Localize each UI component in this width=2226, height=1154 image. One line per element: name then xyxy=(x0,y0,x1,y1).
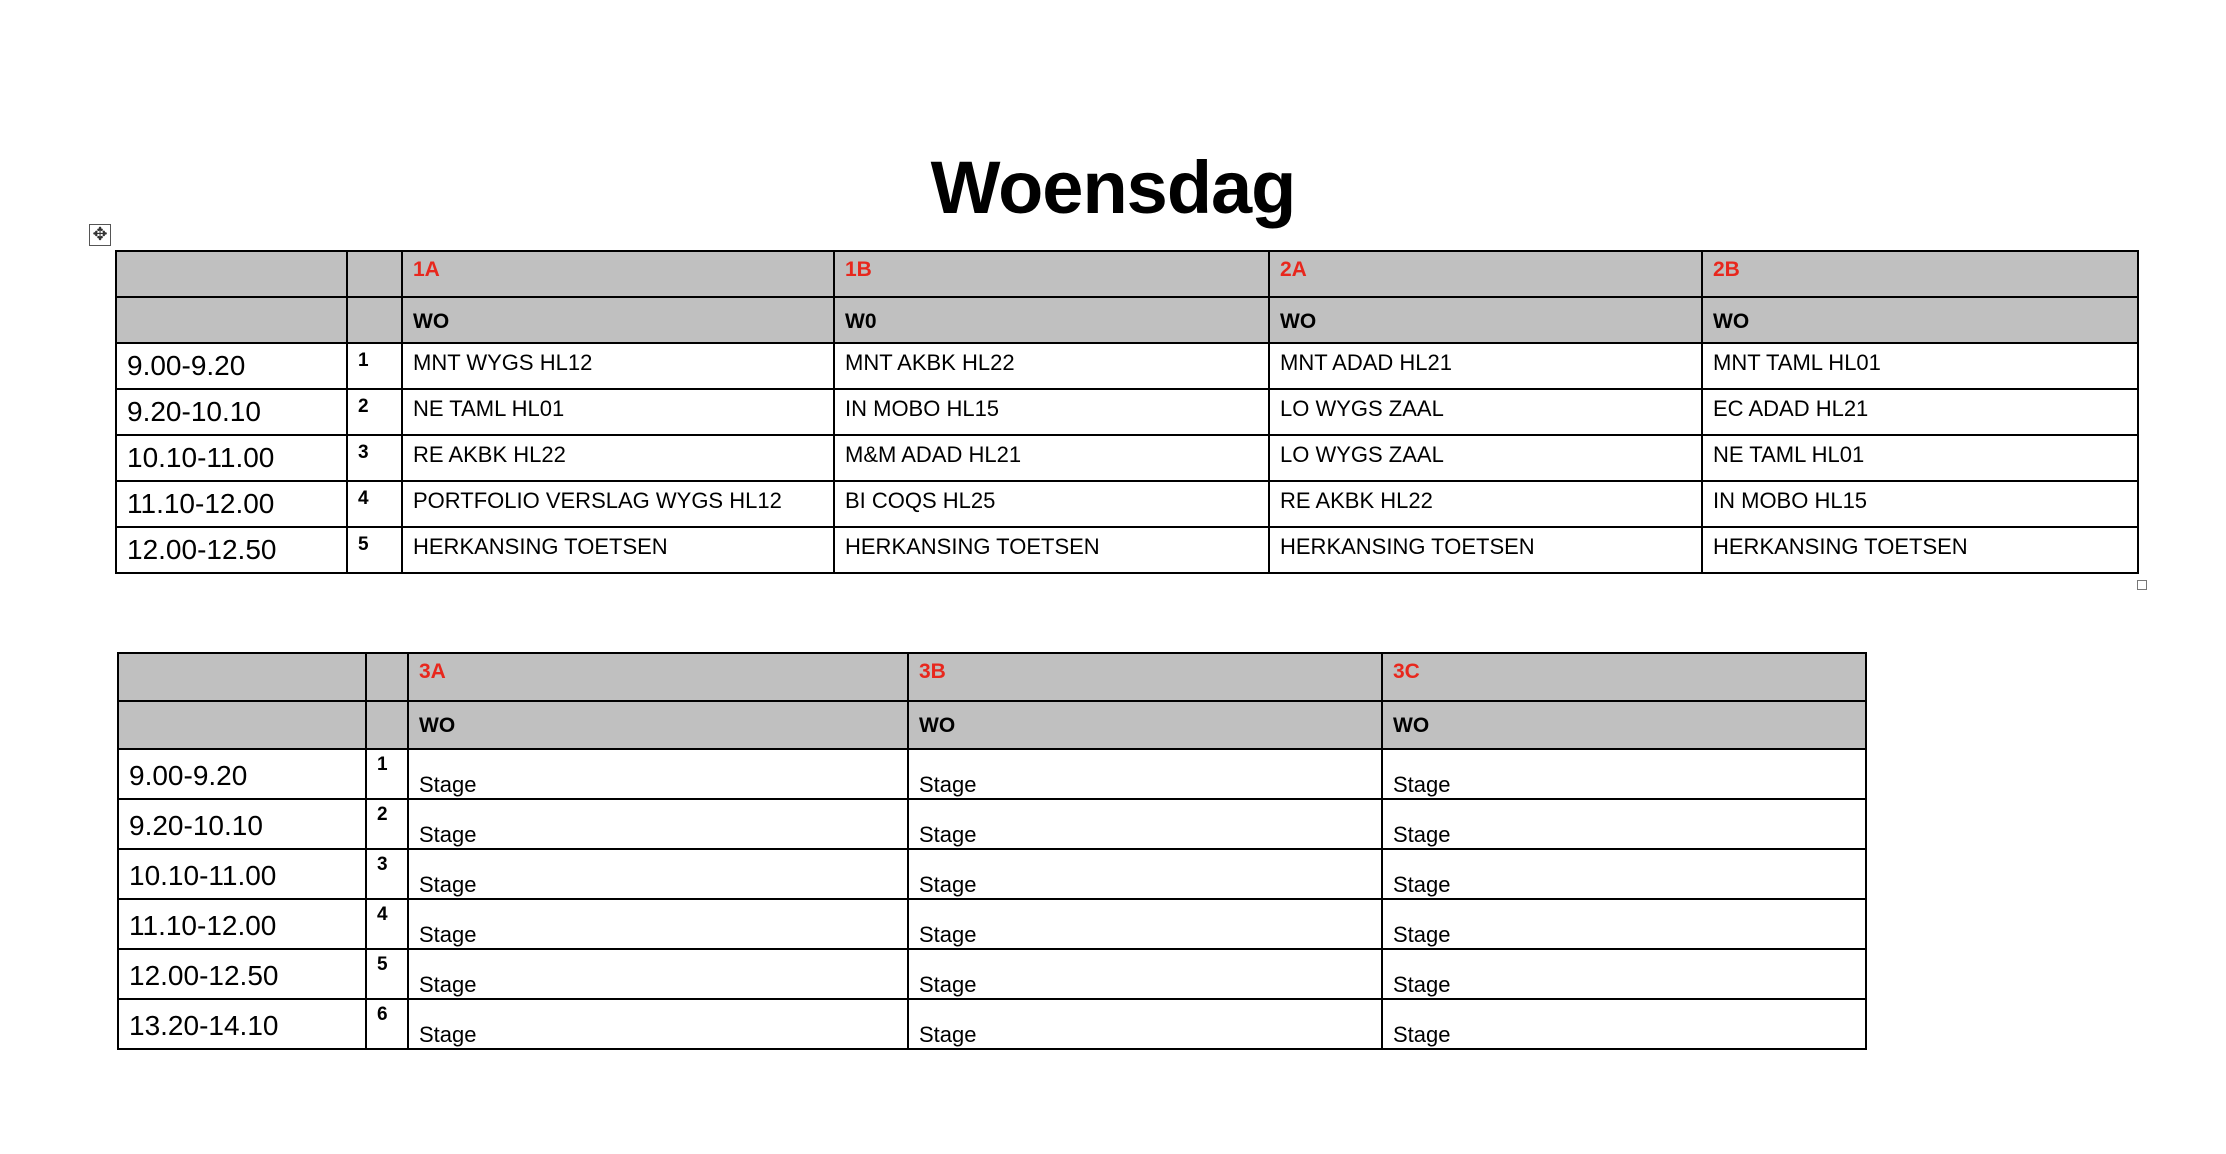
time-slot[interactable]: 11.10-12.00 xyxy=(116,481,347,527)
class-header[interactable]: 3B xyxy=(908,653,1382,701)
lesson-cell[interactable]: PORTFOLIO VERSLAG WYGS HL12 xyxy=(402,481,834,527)
class-header[interactable]: 1B xyxy=(834,251,1269,297)
empty-header-cell xyxy=(347,251,402,297)
lesson-cell[interactable]: M&M ADAD HL21 xyxy=(834,435,1269,481)
table-row xyxy=(116,435,2138,481)
lesson-cell[interactable]: BI COQS HL25 xyxy=(834,481,1269,527)
empty-header-cell xyxy=(347,297,402,343)
period-number[interactable]: 2 xyxy=(366,799,408,849)
class-header-row xyxy=(118,653,1866,701)
empty-header-cell xyxy=(118,701,366,749)
time-slot[interactable]: 9.00-9.20 xyxy=(118,749,366,799)
lesson-cell[interactable]: Stage xyxy=(408,999,908,1049)
time-slot[interactable]: 12.00-12.50 xyxy=(116,527,347,573)
empty-header-cell xyxy=(118,653,366,701)
time-slot[interactable]: 10.10-11.00 xyxy=(116,435,347,481)
day-subheader[interactable]: WO xyxy=(408,701,908,749)
lesson-cell[interactable]: HERKANSING TOETSEN xyxy=(1702,527,2138,573)
timetable-third-years xyxy=(117,652,1867,1050)
day-subheader[interactable]: WO xyxy=(402,297,834,343)
day-subheader[interactable]: W0 xyxy=(834,297,1269,343)
lesson-cell[interactable]: Stage xyxy=(908,949,1382,999)
lesson-cell[interactable]: MNT ADAD HL21 xyxy=(1269,343,1702,389)
day-subheader[interactable]: WO xyxy=(1702,297,2138,343)
lesson-cell[interactable]: EC ADAD HL21 xyxy=(1702,389,2138,435)
lesson-cell[interactable]: HERKANSING TOETSEN xyxy=(402,527,834,573)
lesson-cell[interactable]: LO WYGS ZAAL xyxy=(1269,435,1702,481)
lesson-cell[interactable]: LO WYGS ZAAL xyxy=(1269,389,1702,435)
table-row xyxy=(118,999,1866,1049)
table-row xyxy=(118,949,1866,999)
lesson-cell[interactable]: Stage xyxy=(908,749,1382,799)
day-header-row xyxy=(118,701,1866,749)
lesson-cell[interactable]: Stage xyxy=(1382,949,1866,999)
table-row xyxy=(118,749,1866,799)
period-number[interactable]: 4 xyxy=(347,481,402,527)
lesson-cell[interactable]: Stage xyxy=(408,899,908,949)
lesson-cell[interactable]: Stage xyxy=(1382,999,1866,1049)
period-number[interactable]: 3 xyxy=(347,435,402,481)
lesson-cell[interactable]: MNT AKBK HL22 xyxy=(834,343,1269,389)
lesson-cell[interactable]: Stage xyxy=(908,849,1382,899)
lesson-cell[interactable]: IN MOBO HL15 xyxy=(1702,481,2138,527)
time-slot[interactable]: 10.10-11.00 xyxy=(118,849,366,899)
period-number[interactable]: 6 xyxy=(366,999,408,1049)
lesson-cell[interactable]: MNT WYGS HL12 xyxy=(402,343,834,389)
lesson-cell[interactable]: Stage xyxy=(908,799,1382,849)
table-move-handle-icon[interactable]: ✥ xyxy=(89,224,111,246)
period-number[interactable]: 2 xyxy=(347,389,402,435)
lesson-cell[interactable]: HERKANSING TOETSEN xyxy=(834,527,1269,573)
lesson-cell[interactable]: Stage xyxy=(1382,899,1866,949)
time-slot[interactable]: 13.20-14.10 xyxy=(118,999,366,1049)
time-slot[interactable]: 9.20-10.10 xyxy=(116,389,347,435)
empty-header-cell xyxy=(366,653,408,701)
table-row xyxy=(118,899,1866,949)
table-row xyxy=(118,849,1866,899)
lesson-cell[interactable]: Stage xyxy=(408,749,908,799)
page-title: Woensdag xyxy=(930,146,1296,229)
table-resize-handle-icon[interactable] xyxy=(2137,580,2147,590)
lesson-cell[interactable]: MNT TAML HL01 xyxy=(1702,343,2138,389)
empty-header-cell xyxy=(116,251,347,297)
lesson-cell[interactable]: NE TAML HL01 xyxy=(1702,435,2138,481)
time-slot[interactable]: 9.20-10.10 xyxy=(118,799,366,849)
time-slot[interactable]: 12.00-12.50 xyxy=(118,949,366,999)
empty-header-cell xyxy=(116,297,347,343)
table-row xyxy=(118,799,1866,849)
lesson-cell[interactable]: Stage xyxy=(408,949,908,999)
lesson-cell[interactable]: Stage xyxy=(1382,749,1866,799)
lesson-cell[interactable]: RE AKBK HL22 xyxy=(402,435,834,481)
period-number[interactable]: 5 xyxy=(347,527,402,573)
lesson-cell[interactable]: Stage xyxy=(1382,849,1866,899)
class-header[interactable]: 1A xyxy=(402,251,834,297)
lesson-cell[interactable]: IN MOBO HL15 xyxy=(834,389,1269,435)
period-number[interactable]: 4 xyxy=(366,899,408,949)
period-number[interactable]: 5 xyxy=(366,949,408,999)
table-row xyxy=(116,481,2138,527)
day-subheader[interactable]: WO xyxy=(908,701,1382,749)
lesson-cell[interactable]: NE TAML HL01 xyxy=(402,389,834,435)
day-subheader[interactable]: WO xyxy=(1382,701,1866,749)
lesson-cell[interactable]: RE AKBK HL22 xyxy=(1269,481,1702,527)
lesson-cell[interactable]: Stage xyxy=(908,899,1382,949)
class-header[interactable]: 2B xyxy=(1702,251,2138,297)
table-row xyxy=(116,527,2138,573)
day-subheader[interactable]: WO xyxy=(1269,297,1702,343)
time-slot[interactable]: 11.10-12.00 xyxy=(118,899,366,949)
lesson-cell[interactable]: HERKANSING TOETSEN xyxy=(1269,527,1702,573)
timetable-first-years xyxy=(115,250,2139,574)
class-header[interactable]: 2A xyxy=(1269,251,1702,297)
lesson-cell[interactable]: Stage xyxy=(908,999,1382,1049)
lesson-cell[interactable]: Stage xyxy=(408,849,908,899)
time-slot[interactable]: 9.00-9.20 xyxy=(116,343,347,389)
class-header[interactable]: 3A xyxy=(408,653,908,701)
lesson-cell[interactable]: Stage xyxy=(1382,799,1866,849)
period-number[interactable]: 1 xyxy=(347,343,402,389)
period-number[interactable]: 1 xyxy=(366,749,408,799)
period-number[interactable]: 3 xyxy=(366,849,408,899)
day-header-row xyxy=(116,297,2138,343)
table-row xyxy=(116,343,2138,389)
class-header-row xyxy=(116,251,2138,297)
class-header[interactable]: 3C xyxy=(1382,653,1866,701)
lesson-cell[interactable]: Stage xyxy=(408,799,908,849)
empty-header-cell xyxy=(366,701,408,749)
table-row xyxy=(116,389,2138,435)
